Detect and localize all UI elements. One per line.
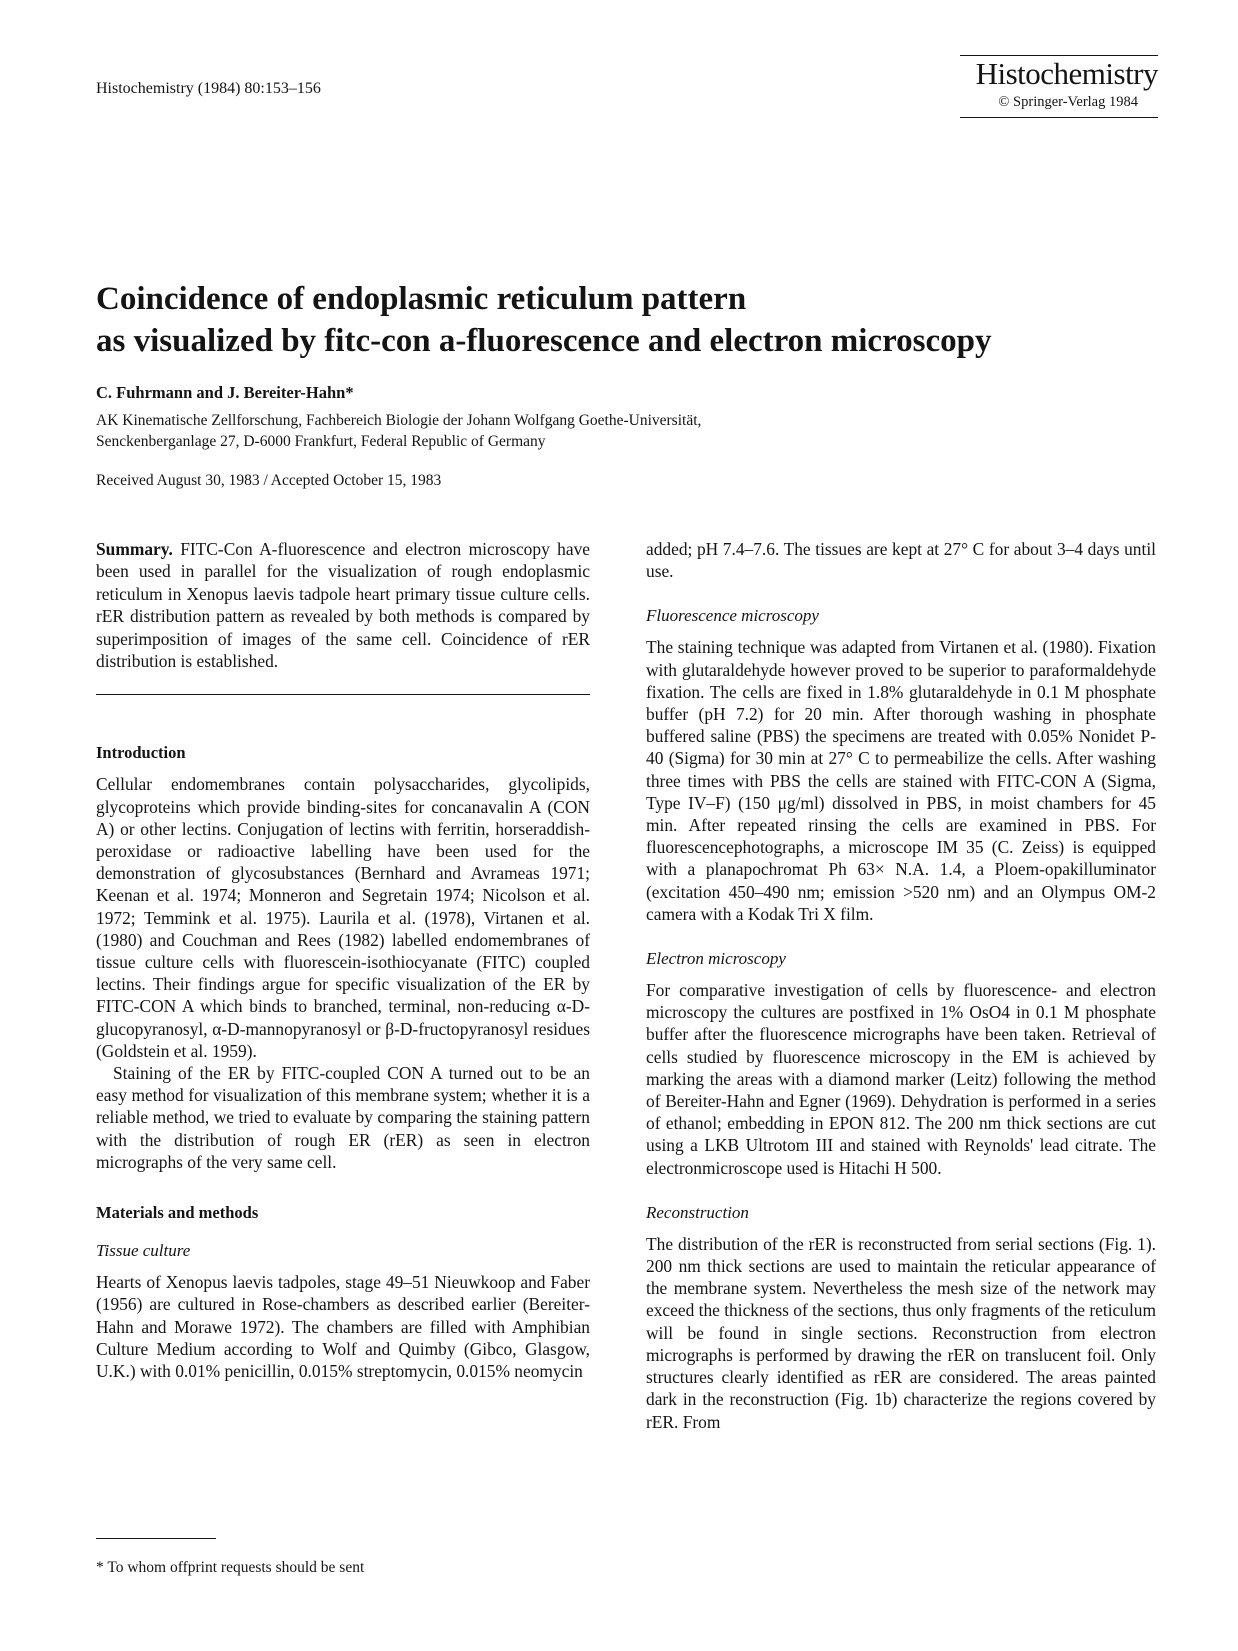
footnote-rule [96,1538,216,1539]
received-dates: Received August 30, 1983 / Accepted October 15, 1983 [96,472,442,489]
electron-microscopy-text: For comparative investigation of cells by fluorescence- and electron microscopy the cultures are postfixed in 1% OsO4 in 0.1 M phosphate buffer after the fluorescence micrographs have been taken. Retrieval of cells studied by fluorescence microscopy in the EM is achieved by marking the areas with a diamond marker (Leitz) following the method of Bereiter-Hahn and Egner (1969). Dehydration is performed in a series of ethanol; embedding in EPON 812. The 200 nm thick sections are cut using a LKB Ultrotom III and stained with Reynolds' lead citrate. The electronmicroscope used is Hitachi H 500. [646,980,1156,1178]
summary-label: Summary. [96,539,173,559]
affiliation [96,410,701,452]
footnote: * To whom offprint requests should be sent [96,1559,365,1576]
fluorescence-microscopy-text: The staining technique was adapted from Virtanen et al. (1980). Fixation with glutaraldehyde however proved to be superior to paraformaldehyde fixation. The cells are fixed in 1.8% glutaraldehyde in 0.1 M phosphate buffer (pH 7.2) for 20 min. After thorough washing in phosphate buffered saline (PBS) the specimens are treated with 0.05% Nonidet P-40 (Sigma) for 30 min at 27° C to permeabilize the cells. After washing three times with PBS the cells are stained with FITC-CON A (Sigma, Type IV–F) (150 μg/ml) dissolved in PBS, in moist chambers for 45 min. After repeated rinsing the cells are examined in PBS. For fluorescencephotographs, a microscope IM 35 (C. Zeiss) is equipped with a planapochromat Ph 63× N.A. 1.4, a Ploem-opakilluminator (excitation 450–490 nm; emission >520 nm) and an Olympus OM-2 camera with a Kodak Tri X film. [646,637,1156,924]
right-column [646,538,1156,1433]
affiliation-line-1: AK Kinematische Zellforschung, Fachbereich Biologie der Johann Wolfgang Goethe-Universität, [96,412,702,429]
journal-citation: Histochemistry (1984) 80:153–156 [96,80,321,97]
methods-heading: Materials and methods [96,1203,259,1223]
journal-title: Histochemistry [975,56,1158,91]
reconstruction-text: The distribution of the rER is reconstructed from serial sections (Fig. 1). 200 nm thick sections are used to maintain the reticular appearance of the membrane system. Nevertheless the mesh size of the network may exceed the thickness of the sections, thus only fragments of the reticulum will be found in single sections. Reconstruction from electron micrographs is performed by drawing the rER on translucent foil. Only structures clearly identified as rER are considered. The areas painted dark in the reconstruction (Fig. 1b) characterize the regions covered by rER. From [646,1233,1156,1432]
summary-divider [96,694,590,695]
electron-microscopy-heading: Electron microscopy [646,949,786,969]
publisher-copyright: © Springer-Verlag 1984 [998,94,1138,110]
summary-text: FITC-Con A-fluorescence and electron microscopy have been used in parallel for the visualization of rough endoplasmic reticulum in Xenopus laevis tadpole heart primary tissue culture cells. rER distribution pattern as revealed by both methods is compared by superimposition of images of the same cell. Coincidence of rER distribution is established. [96,539,590,672]
reconstruction-heading: Reconstruction [646,1202,749,1222]
masthead-bottom-rule [960,117,1158,118]
summary-paragraph [96,538,590,672]
tissue-culture-heading: Tissue culture [96,1241,191,1261]
title-line-2: as visualized by fitc-con a-fluorescence and electron microscopy [96,323,992,359]
tissue-culture-continuation: added; pH 7.4–7.6. The tissues are kept at 27° C for about 3–4 days until use. [646,539,1156,582]
fluorescence-microscopy-heading: Fluorescence microscopy [646,606,819,626]
left-column [96,538,590,1382]
title-line-1: Coincidence of endoplasmic reticulum pattern [96,281,747,317]
journal-masthead [960,55,1158,118]
introduction-paragraph-2: Staining of the ER by FITC-coupled CON A turned out to be an easy method for visualization of this membrane system; whether it is a reliable method, we tried to evaluate by comparing the staining pattern with the distribution of rough ER (rER) as seen in electron micrographs of the very same cell. [96,1063,590,1172]
tissue-culture-text: Hearts of Xenopus laevis tadpoles, stage 49–51 Nieuwkoop and Faber (1956) are cultured in Rose-chambers as described earlier (Bereiter-Hahn and Morawe 1972). The chambers are filled with Amphibian Culture Medium according to Wolf and Quimby (Gibco, Glasgow, U.K.) with 0.01% penicillin, 0.015% streptomycin, 0.015% neomycin [96,1272,590,1381]
article-title [96,278,1156,362]
introduction-heading: Introduction [96,743,186,763]
affiliation-line-2: Senckenberganlage 27, D-6000 Frankfurt, Federal Republic of Germany [96,433,546,450]
introduction-paragraph-1: Cellular endomembranes contain polysaccharides, glycolipids, glycoproteins which provide binding-sites for concanavalin A (CON A) or other lectins. Conjugation of lectins with ferritin, horseraddish-peroxidase or radioactive labelling have been used for the demonstration of glycosubstances (Bernhard and Avrameas 1971; Keenan et al. 1974; Monneron and Segretain 1974; Nicolson et al. 1972; Temmink et al. 1975). Laurila et al. (1978), Virtanen et al. (1980) and Couchman and Rees (1982) labelled endomembranes of tissue culture cells with fluorescein-isothiocyanate (FITC) coupled lectins. Their findings argue for specific visualization of the ER by FITC-CON A which binds to branched, terminal, non-reducing α-D-glucopyranosyl, α-D-mannopyranosyl or β-D-fructopyranosyl residues (Goldstein et al. 1959). [96,774,590,1061]
authors: C. Fuhrmann and J. Bereiter-Hahn* [96,383,354,402]
